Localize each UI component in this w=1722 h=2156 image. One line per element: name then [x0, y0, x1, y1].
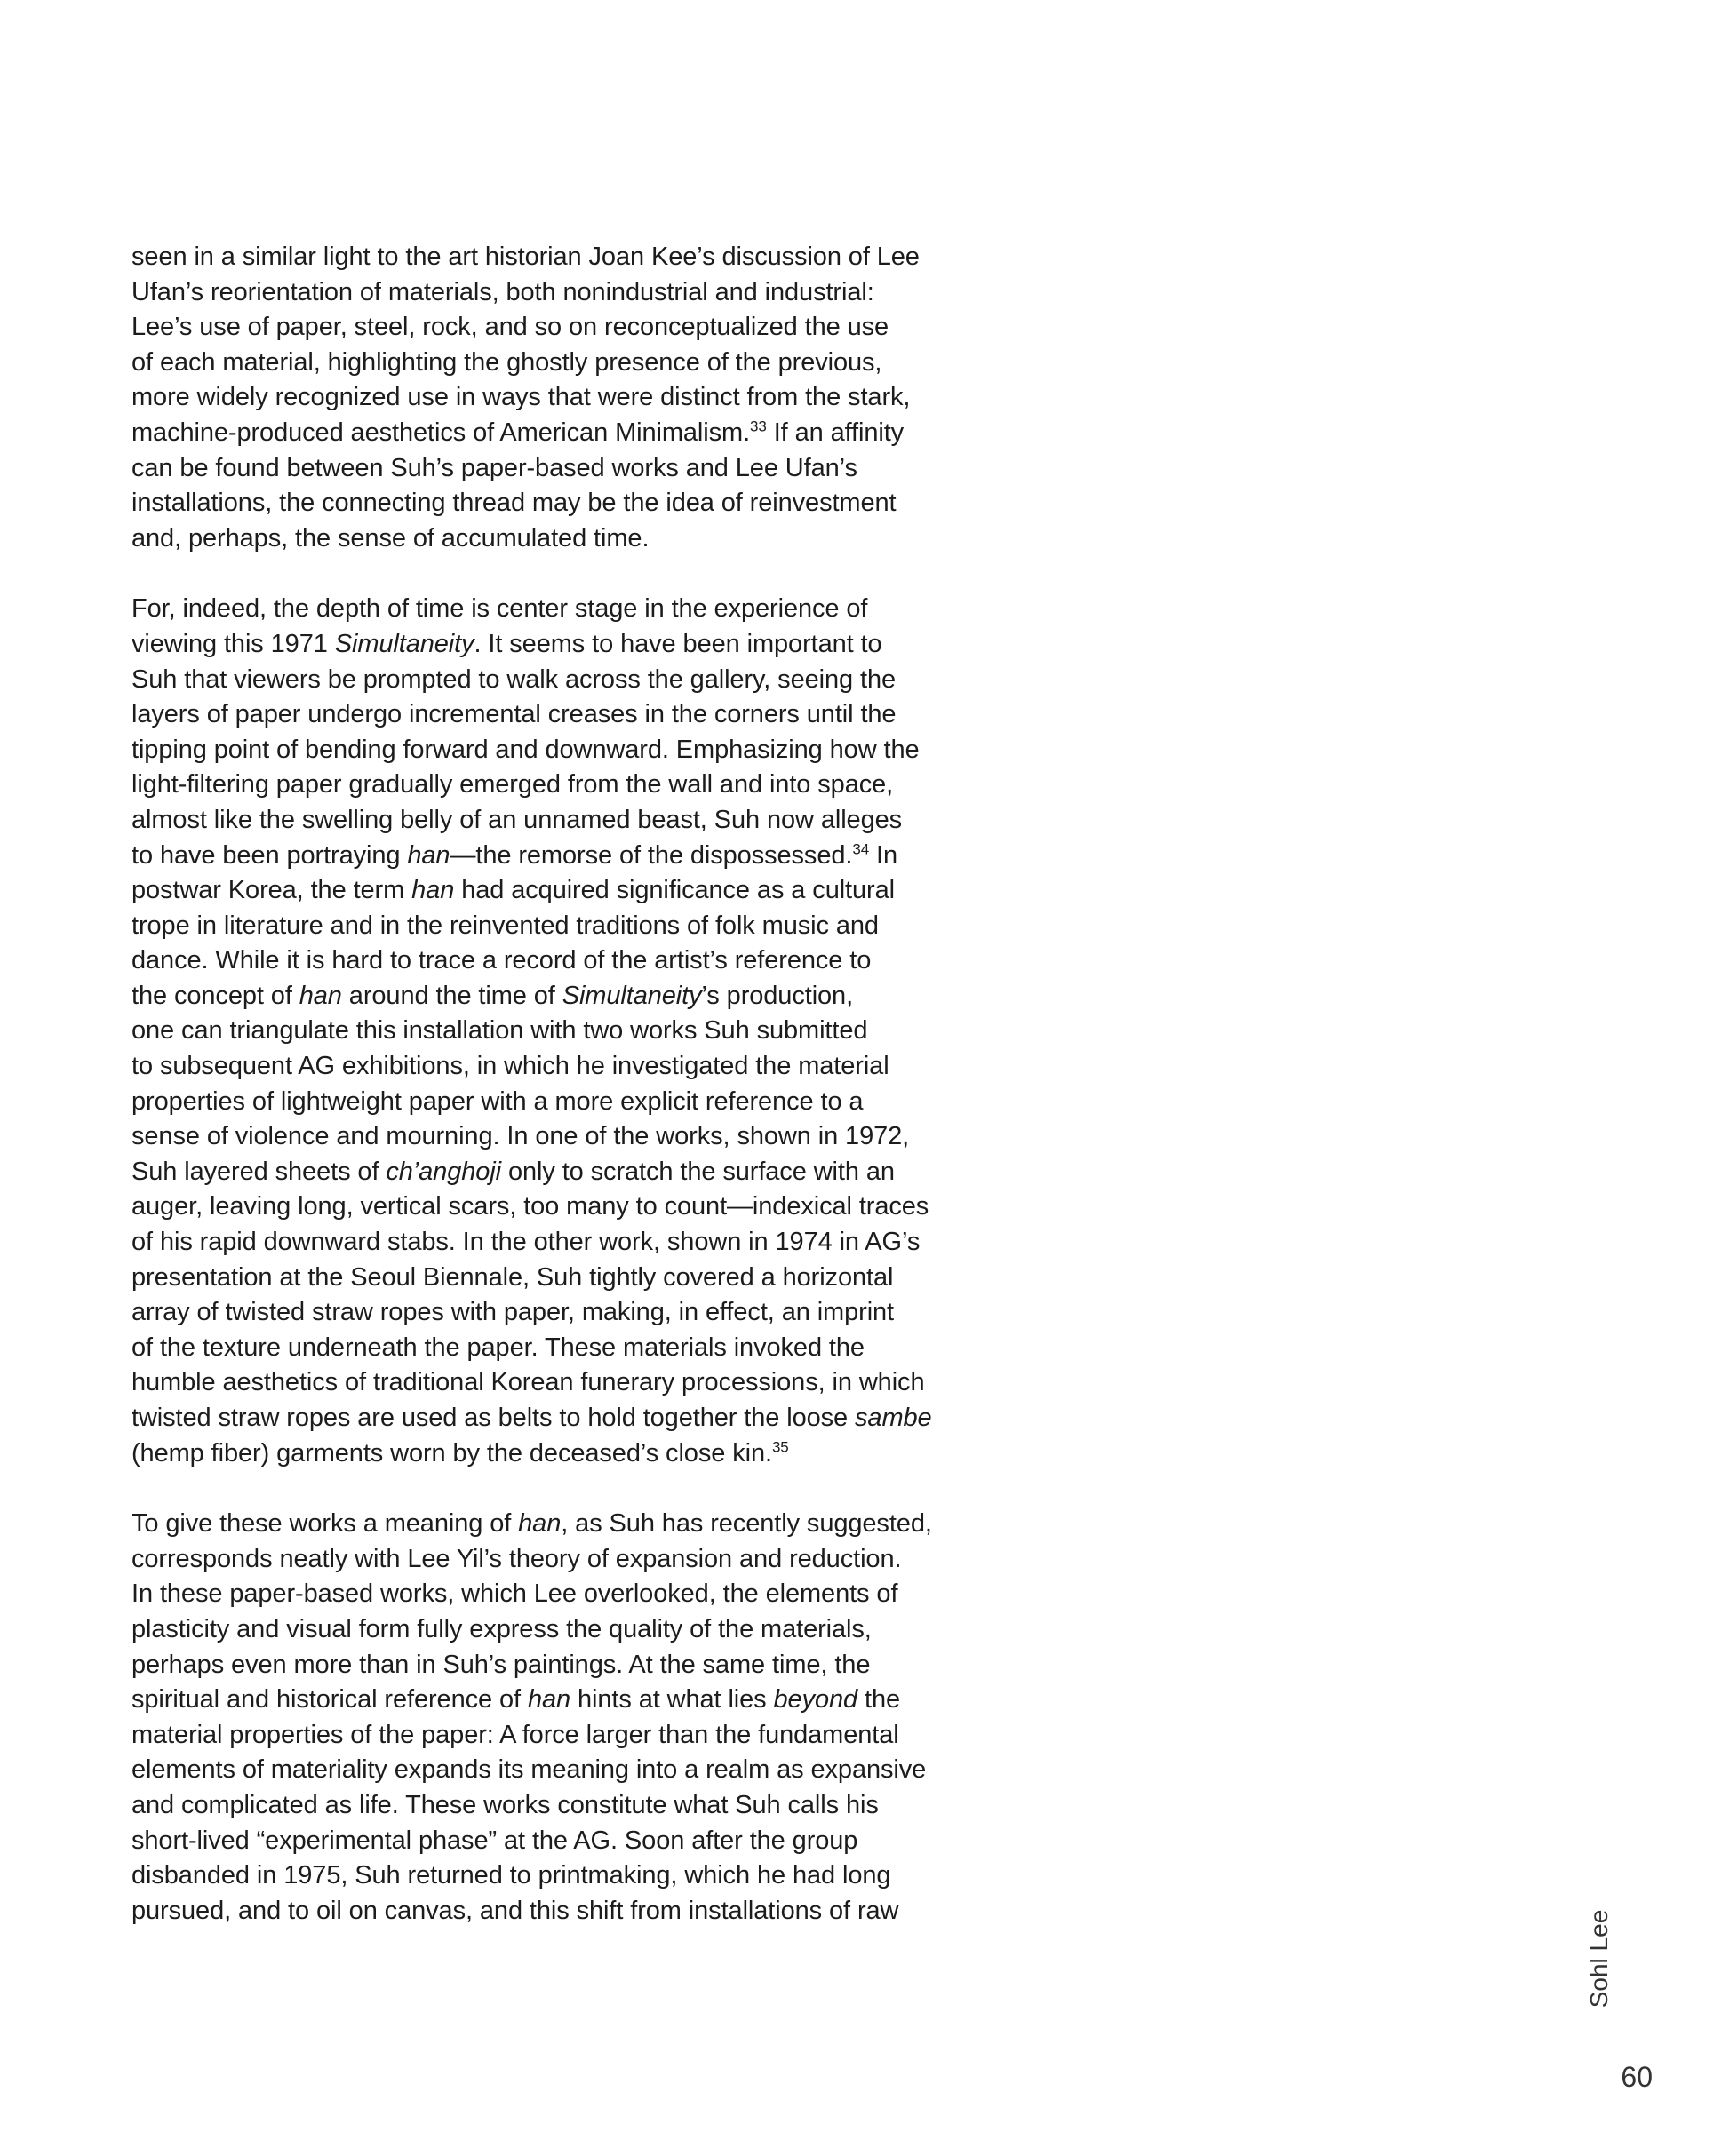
- text-line: [132, 1436, 985, 1472]
- text-run: sense of violence and mourning. In one of the works, shown in 1972,: [132, 1122, 910, 1151]
- text-run: In: [869, 840, 898, 870]
- text-line: [132, 1401, 985, 1436]
- footnote-ref: 33: [750, 418, 767, 435]
- text-line: [132, 1295, 985, 1331]
- text-line: [132, 1753, 985, 1788]
- paragraph: [132, 592, 985, 1471]
- text-run: Suh layered sheets of: [132, 1157, 387, 1186]
- author-name: Sohl Lee: [1585, 1909, 1613, 2009]
- text-line: [132, 1507, 985, 1542]
- text-line: [132, 1155, 985, 1190]
- paragraph: [132, 1507, 985, 1929]
- text-line: [132, 943, 985, 979]
- text-run: one can triangulate this installation with two works Suh submitted: [132, 1016, 868, 1046]
- text-run: disbanded in 1975, Suh returned to printmaking, which he had long: [132, 1861, 891, 1890]
- text-run: To give these works a meaning of: [132, 1509, 519, 1539]
- text-line: [132, 416, 985, 451]
- italic-term: han: [299, 981, 342, 1010]
- text-line: [132, 592, 985, 627]
- text-run: to subsequent AG exhibitions, in which he investigated the material: [132, 1052, 889, 1081]
- text-run: to have been portraying: [132, 840, 408, 870]
- text-run: corresponds neatly with Lee Yil’s theory of expansion and reduction.: [132, 1544, 902, 1573]
- body-text: [132, 240, 985, 1929]
- italic-term: Simultaneity: [334, 629, 474, 658]
- text-run: If an affinity: [766, 418, 905, 447]
- text-run: Ufan’s reorientation of materials, both nonindustrial and industrial:: [132, 277, 874, 306]
- text-line: [132, 733, 985, 768]
- text-run: layers of paper undergo incremental creases in the corners until the: [132, 700, 897, 729]
- text-run: , as Suh has recently suggested,: [561, 1509, 932, 1539]
- text-run: of the texture underneath the paper. These materials invoked the: [132, 1333, 865, 1362]
- italic-term: han: [527, 1685, 571, 1714]
- text-line: [132, 1648, 985, 1683]
- text-line: [132, 1788, 985, 1824]
- text-line: [132, 627, 985, 663]
- text-line: [132, 1894, 985, 1929]
- text-run: array of twisted straw ropes with paper, making, in effect, an imprint: [132, 1298, 895, 1327]
- text-run: tipping point of bending forward and downward. Emphasizing how the: [132, 735, 920, 764]
- italic-term: han: [411, 876, 455, 905]
- text-run: seen in a similar light to the art historian Joan Kee’s discussion of Lee: [132, 243, 920, 271]
- text-run: dance. While it is hard to trace a record of the artist’s reference to: [132, 946, 872, 975]
- text-run: pursued, and to oil on canvas, and this shift from installations of raw: [132, 1896, 899, 1925]
- text-line: [132, 1612, 985, 1648]
- text-line: [132, 1542, 985, 1578]
- text-line: [132, 803, 985, 839]
- text-run: installations, the connecting thread may be the idea of reinvestment: [132, 489, 897, 518]
- text-run: In these paper-based works, which Lee overlooked, the elements of: [132, 1579, 898, 1609]
- text-run: viewing this 1971: [132, 629, 335, 658]
- text-run: (hemp fiber) garments worn by the deceased’s close kin.: [132, 1438, 772, 1468]
- text-line: [132, 1085, 985, 1120]
- text-run: presentation at the Seoul Biennale, Suh tightly covered a horizontal: [132, 1262, 894, 1292]
- text-line: [132, 839, 985, 874]
- text-line: [132, 486, 985, 521]
- text-run: ’s production,: [701, 981, 854, 1010]
- text-run: machine-produced aesthetics of American Minimalism.: [132, 418, 751, 447]
- text-line: [132, 697, 985, 733]
- text-run: almost like the swelling belly of an unnamed beast, Suh now alleges: [132, 805, 903, 834]
- text-run: trope in literature and in the reinvented traditions of folk music and: [132, 911, 879, 940]
- text-run: spiritual and historical reference of: [132, 1685, 528, 1714]
- text-line: [132, 521, 985, 557]
- text-run: plasticity and visual form fully express the quality of the materials,: [132, 1614, 872, 1643]
- text-line: [132, 1261, 985, 1296]
- text-run: humble aesthetics of traditional Korean funerary processions, in which: [132, 1368, 925, 1397]
- text-run: elements of materiality expands its meaning into a realm as expansive: [132, 1755, 927, 1785]
- text-run: For, indeed, the depth of time is center stage in the experience of: [132, 594, 868, 624]
- footnote-ref: 35: [771, 1437, 789, 1455]
- text-line: [132, 1049, 985, 1085]
- text-line: [132, 240, 985, 275]
- page-number: 60: [1621, 2061, 1653, 2093]
- text-run: more widely recognized use in ways that were distinct from the stark,: [132, 383, 911, 412]
- text-run: postwar Korea, the term: [132, 876, 412, 905]
- text-run: the concept of: [132, 981, 299, 1010]
- italic-term: han: [407, 840, 450, 870]
- text-line: [132, 873, 985, 909]
- text-run: around the time of: [341, 981, 562, 1010]
- text-run: Lee’s use of paper, steel, rock, and so on reconceptualized the use: [132, 313, 889, 342]
- text-run: can be found between Suh’s paper-based works and Lee Ufan’s: [132, 453, 857, 482]
- text-line: [132, 1189, 985, 1225]
- text-run: perhaps even more than in Suh’s paintings. At the same time, the: [132, 1650, 871, 1679]
- text-run: had acquired significance as a cultural: [454, 876, 895, 905]
- text-run: hints at what lies: [570, 1685, 774, 1714]
- text-line: [132, 1683, 985, 1718]
- text-line: [132, 380, 985, 416]
- text-line: [132, 1858, 985, 1894]
- italic-term: han: [518, 1509, 562, 1539]
- text-line: [132, 1824, 985, 1859]
- paragraph: [132, 240, 985, 556]
- text-line: [132, 1225, 985, 1261]
- text-run: properties of lightweight paper with a more explicit reference to a: [132, 1086, 864, 1116]
- text-line: [132, 1014, 985, 1049]
- text-line: [132, 768, 985, 803]
- text-run: twisted straw ropes are used as belts to hold together the loose: [132, 1404, 856, 1432]
- text-line: [132, 909, 985, 944]
- text-run: material properties of the paper: A force larger than the fundamental: [132, 1720, 899, 1749]
- text-line: [132, 1365, 985, 1401]
- italic-term: Simultaneity: [562, 981, 702, 1010]
- italic-term: ch’anghoji: [386, 1157, 501, 1186]
- text-line: [132, 1331, 985, 1366]
- italic-term: beyond: [773, 1685, 858, 1714]
- text-run: and, perhaps, the sense of accumulated time.: [132, 523, 650, 553]
- text-run: auger, leaving long, vertical scars, too many to count—indexical traces: [132, 1192, 929, 1221]
- text-run: of his rapid downward stabs. In the other work, shown in 1974 in AG’s: [132, 1228, 921, 1257]
- text-run: and complicated as life. These works constitute what Suh calls his: [132, 1790, 879, 1819]
- text-run: —the remorse of the dispossessed.: [450, 840, 853, 870]
- text-line: [132, 1119, 985, 1155]
- text-run: Suh that viewers be prompted to walk across the gallery, seeing the: [132, 664, 897, 694]
- text-line: [132, 979, 985, 1014]
- italic-term: sambe: [855, 1404, 932, 1432]
- footnote-ref: 34: [852, 839, 870, 857]
- text-run: light-filtering paper gradually emerged from the wall and into space,: [132, 770, 894, 800]
- text-run: of each material, highlighting the ghostly presence of the previous,: [132, 347, 882, 377]
- text-line: [132, 663, 985, 698]
- text-line: [132, 451, 985, 487]
- text-line: [132, 275, 985, 311]
- running-head: [1582, 1888, 1617, 2030]
- text-line: [132, 346, 985, 381]
- text-line: [132, 1577, 985, 1612]
- text-run: short-lived “experimental phase” at the AG. Soon after the group: [132, 1826, 858, 1855]
- text-run: . It seems to have been important to: [474, 629, 882, 658]
- text-run: the: [857, 1685, 901, 1714]
- text-line: [132, 310, 985, 346]
- text-line: [132, 1718, 985, 1754]
- text-run: only to scratch the surface with an: [500, 1157, 895, 1186]
